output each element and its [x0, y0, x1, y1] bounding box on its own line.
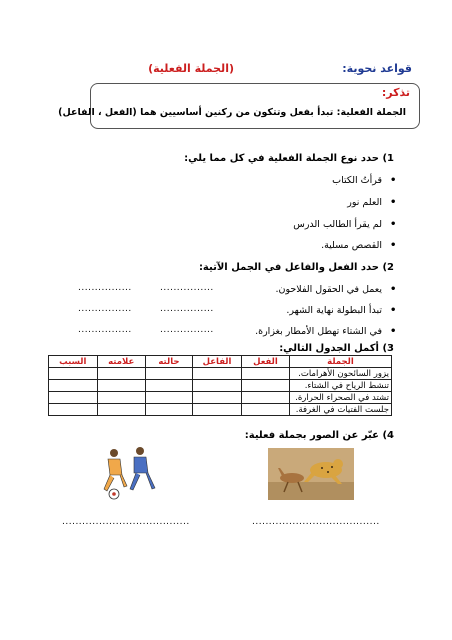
grammar-table — [48, 355, 392, 416]
sentence-cell: يزور السائحون الأهرامات. — [289, 368, 391, 380]
verb-blank[interactable]: ................ — [160, 283, 214, 293]
reminder-title: تذكر: — [381, 86, 410, 99]
header-sentence: الجملة — [289, 356, 391, 368]
answer-cell[interactable] — [241, 404, 289, 416]
q1-item-3: لم يقرأ الطالب الدرس — [293, 219, 382, 230]
table-row — [49, 404, 392, 416]
reminder-box — [58, 83, 420, 129]
answer-line-players[interactable]: ...................................... — [62, 517, 190, 527]
header-case: حالته — [145, 356, 192, 368]
answer-cell[interactable] — [97, 380, 145, 392]
cheetah-hunting-picture — [268, 448, 354, 500]
answer-cell[interactable] — [193, 380, 242, 392]
header-sign: علامته — [97, 356, 145, 368]
bullet: • — [390, 305, 397, 316]
table-row — [49, 368, 392, 380]
question-1-title: 1) حدد نوع الجملة الفعلية في كل مما يلي: — [184, 153, 394, 164]
bullet: • — [390, 240, 397, 251]
header-reason: السبب — [49, 356, 98, 368]
q2-item-1: يعمل في الحقول الفلاحون. — [275, 284, 382, 295]
answer-cell[interactable] — [193, 404, 242, 416]
sentence-cell: جلست الفتيات في الغرفة. — [289, 404, 391, 416]
answer-cell[interactable] — [49, 380, 98, 392]
verb-blank[interactable]: ................ — [160, 325, 214, 335]
answer-cell[interactable] — [49, 392, 98, 404]
header-subject: الفاعل — [193, 356, 242, 368]
worksheet-topic: (الجملة الفعلية) — [148, 62, 234, 75]
q1-item-4: القصص مسلية. — [321, 240, 382, 251]
verb-blank[interactable]: ................ — [160, 304, 214, 314]
table-row — [49, 380, 392, 392]
table-row — [49, 392, 392, 404]
q1-item-1: قرأتُ الكتاب — [332, 175, 382, 186]
q2-item-2: تبدأ البطولة نهاية الشهر. — [286, 305, 382, 316]
answer-cell[interactable] — [193, 368, 242, 380]
subject-blank[interactable]: ................ — [78, 304, 132, 314]
answer-cell[interactable] — [145, 404, 192, 416]
subject-blank[interactable]: ................ — [78, 283, 132, 293]
answer-cell[interactable] — [241, 392, 289, 404]
answer-cell[interactable] — [145, 392, 192, 404]
answer-cell[interactable] — [97, 404, 145, 416]
bullet: • — [390, 219, 397, 230]
answer-cell[interactable] — [145, 368, 192, 380]
answer-line-cheetah[interactable]: ...................................... — [252, 517, 380, 527]
answer-cell[interactable] — [97, 368, 145, 380]
worksheet-label: قواعد نحوية: — [342, 62, 412, 75]
answer-cell[interactable] — [49, 404, 98, 416]
header-verb: الفعل — [241, 356, 289, 368]
answer-cell[interactable] — [193, 392, 242, 404]
bullet: • — [390, 197, 397, 208]
q1-item-2: العلم نور — [347, 197, 382, 208]
answer-cell[interactable] — [241, 380, 289, 392]
answer-cell[interactable] — [145, 380, 192, 392]
answer-cell[interactable] — [97, 392, 145, 404]
question-4-title: 4) عبّر عن الصور بجملة فعلية: — [244, 430, 394, 441]
question-2-title: 2) حدد الفعل والفاعل في الجمل الآتية: — [198, 262, 394, 273]
sentence-cell: تشتد في الصحراء الحرارة. — [289, 392, 391, 404]
subject-blank[interactable]: ................ — [78, 325, 132, 335]
reminder-text: الجملة الفعلية: تبدأ بفعل وتتكون من ركنين أساسيين هما (الفعل ، الفاعل) — [58, 107, 406, 118]
answer-cell[interactable] — [49, 368, 98, 380]
football-players-picture — [100, 445, 160, 501]
bullet: • — [390, 326, 397, 337]
table-header-row — [49, 356, 392, 368]
q2-item-3: في الشتاء تهطل الأمطار بغزارة. — [255, 326, 382, 337]
question-3-title: 3) أكمل الجدول التالي: — [279, 343, 394, 354]
bullet: • — [390, 175, 397, 186]
sentence-cell: تنشط الرياح في الشتاء. — [289, 380, 391, 392]
bullet: • — [390, 284, 397, 295]
answer-cell[interactable] — [241, 368, 289, 380]
